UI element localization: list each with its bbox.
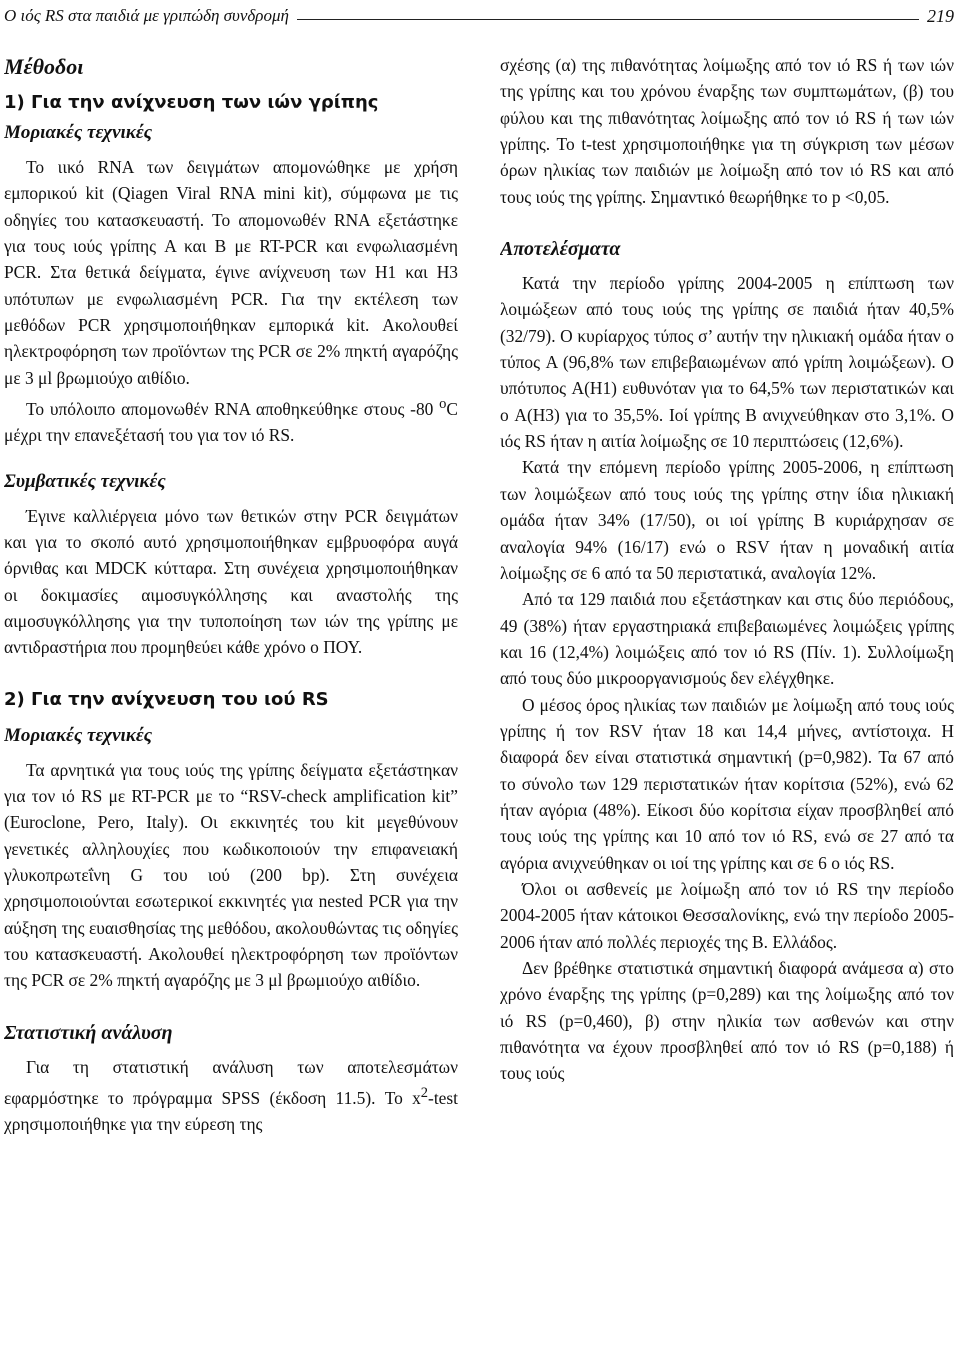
statistics-paragraph: Για τη στατιστική ανάλυση των αποτελεσμάτων εφαρμόστηκε το πρόγραμμα SPSS (έκδοση 11.5). Το $x^2$-test χρησιμοποιήθηκε για την εύρεση της [4, 1056, 458, 1135]
left-column [4, 52, 458, 1352]
results-paragraph-3: Από τα 129 παιδιά που εξετάστηκαν και στις δύο περιόδους, 49 (38%) ήταν εργαστηριακά επιβεβαιωμένες λοιμώξεις γρίπης και 16 (12,4%) λοιμώξεις από τον ιό RS (Πίν. 1). Συλλοίμωξη από τους δύο μικροοργανισμούς δεν ελέγχθηκε. [500, 589, 954, 689]
storage-paragraph: Το υπόλοιπο απομονωθέν RNA αποθηκεύθηκε στους -80 $^o$C μέχρι την επανεξέτασή του για τον ιό RS. [4, 396, 458, 446]
methods-heading: Μέθοδοι [4, 54, 84, 79]
right-column [500, 52, 954, 1352]
results-paragraph-4: Ο μέσος όρος ηλικίας των παιδιών με λοίμωξη από τους ιούς γρίπης ή τον RSV ήταν 18 και 14,4 μήνες, αντίστοιχα. Η διαφορά δεν είναι στατιστικά σημαντική (p=0,982). Τα 67 από το σύνολο των 129 περιστατικών ήταν κορίτσια (52%), ενώ 62 ήταν αγόρια (48%). Είκοσι δύο κορίτσια είχαν προσβληθεί από τους ιούς της γρίπης και 10 από τον ιό RS, ενώ σε 27 από τα αγόρια ανιχνεύθηκαν οι ιοί της γρίπης και σε 6 ο ιός RS. [500, 694, 954, 873]
rs-molecular-paragraph: Τα αρνητικά για τους ιούς της γρίπης δείγματα εξετάστηκαν για τον ιό RS με RT-PCR με το “RSV-check amplification kit” (Euroclone, Pero, Italy). Οι εκκινητές του kit μεγεθύνουν γενετικές αλληλουχίες που κωδικοποιούν την επιφανειακή γλυκοπρωτεΐνη G του ιού (200 bp). Στη συνέχεια χρησιμοποιούνται εσωτερικοί εκκινητές για nested PCR για την αύξηση της ευαισθησίας της μεθόδου, ακολουθώντας τις οδηγίες του κατασκευαστή. Ακολουθεί ηλεκτροφόρηση των προϊόντων της PCR σε 2% πηκτή αγαρόζης με 3 μl βρωμιούχο αιθίδιο. [4, 759, 458, 991]
running-title: Ο ιός RS στα παιδιά με γριπώδη συνδρομή [4, 6, 289, 25]
results-paragraph-5: Όλοι οι ασθενείς με λοίμωξη από τον ιό RS την περίοδο 2004-2005 ήταν κάτοικοι Θεσσαλονίκης, ενώ την περίοδο 2005-2006 ήταν από πολλές περιοχές της Β. Ελλάδος. [500, 878, 954, 952]
statistics-continuation: σχέσης (α) της πιθανότητας λοίμωξης από τον ιό RS ή των ιών της γρίπης και του χρόνου έναρξης των συμπτωμάτων, (β) του φύλου και της πιθανότητας λοίμωξης από τον ιό RS ή των ιών γρίπης. Το t-test χρησιμοποιήθηκε για τη σύγκριση των μέσων όρων ηλικίας των παιδιών με λοίμωξη από τον ιό RS και από τους ιούς της γρίπης. Σημαντικό θεωρήθηκε το p <0,05. [500, 55, 954, 207]
superscript-2: 2 [420, 1085, 429, 1102]
results-paragraph-1: Κατά την περίοδο γρίπης 2004-2005 η επίπτωση των λοιμώξεων από τους ιούς της γρίπης σε παιδιά ήταν 40,5% (32/79). Ο κυρίαρχος τύπος σ’ αυτήν την ηλικιακή ομάδα ήταν ο τύπος A (96,8% των επιβεβαιωμένων από γρίπη λοιμώξεων). Ο υπότυπος A(H1) ευθυνόταν για το 64,5% των περιστατικών και ο A(H3) για το 35,5%. Ιοί γρίπης B ανιχνεύθηκαν στο 3,1%. Ο ιός RS ήταν η αιτία λοίμωξης σε 10 περιπτώσεις (12,6%). [500, 273, 954, 452]
page-number: 219 [927, 6, 954, 26]
conventional-techniques-subheading: Συμβατικές τεχνικές [4, 470, 166, 492]
results-paragraph-2: Κατά την επόμενη περίοδο γρίπης 2005-2006, η επίπτωση των λοιμώξεων από τους ιούς της γρίπης στην ίδια ηλικιακή ομάδα ήταν 34% (17/50), οι ιοί γρίπης B κυριάρχησαν σε αναλογία 94% (16/17) ενώ ο RSV ήταν η μοναδική αιτία λοίμωξης σε 6 από τα 50 περιστατικά, αναλογία 12%. [500, 457, 954, 583]
statistics-heading: Στατιστική ανάλυση [4, 1021, 173, 1044]
results-paragraph-6: Δεν βρέθηκε στατιστικά σημαντική διαφορά ανάμεσα α) στο χρόνο έναρξης της γρίπης (p=0,289) και της λοίμωξης από τον ιό RS (p=0,460), β) στην ηλικία των ασθενών και στην πιθανότητα να έχουν προσβληθεί από τον ιό RS (p=0,188) ή τους ιούς [500, 958, 954, 1084]
conventional-paragraph: Έγινε καλλιέργεια μόνο των θετικών στην PCR δειγμάτων και για το σκοπό αυτό χρησιμοποιήθηκαν εμβρυοφόρα αυγά όρνιθας και MDCK κύτταρα. Στη συνέχεια χρησιμοποιήθηκαν οι δοκιμασίες αιμοσυγκόλλησης και αναστολής της αιμοσυγκόλλησης για την τυποποίηση των ιών της γρίπης με αντιδραστήρια που προμηθεύει κάθε χρόνο ο ΠΟΥ. [4, 505, 458, 658]
molecular-paragraph: Το ιικό RNA των δειγμάτων απομονώθηκε με χρήση εμπορικού kit (Qiagen Viral RNA mini kit), σύμφωνα με τις οδηγίες του κατασκευαστή. Το απομονωθέν RNA εξετάστηκε για τους ιούς γρίπης A και B με RT-PCR και ενφωλιασμένη PCR. Στα θετικά δείγματα, έγινε ανίχνευση των H1 και H3 υπότυπων με ενφωλιασμένη PCR. Για την εκτέλεση των μεθόδων PCR χρησιμοποιήθηκαν εμπορικά kit. Ακολουθεί ηλεκτροφόρηση των προϊόντων της PCR σε 2% πηκτή αγαρόζης με 3 μl βρωμιούχο αιθίδιο. [4, 157, 458, 388]
molecular-techniques-subheading: Μοριακές τεχνικές [4, 122, 153, 143]
rs-molecular-subheading: Μοριακές τεχνικές [4, 724, 153, 746]
rs-detection-heading: 2) Για την ανίχνευση του ιού RS [4, 688, 329, 710]
results-heading: Αποτελέσματα [500, 238, 621, 261]
superscript-o: o [439, 396, 447, 413]
influenza-detection-heading: 1) Για την ανίχνευση των ιών γρίπης [4, 92, 379, 113]
header-rule [297, 19, 919, 20]
running-header [4, 0, 954, 26]
